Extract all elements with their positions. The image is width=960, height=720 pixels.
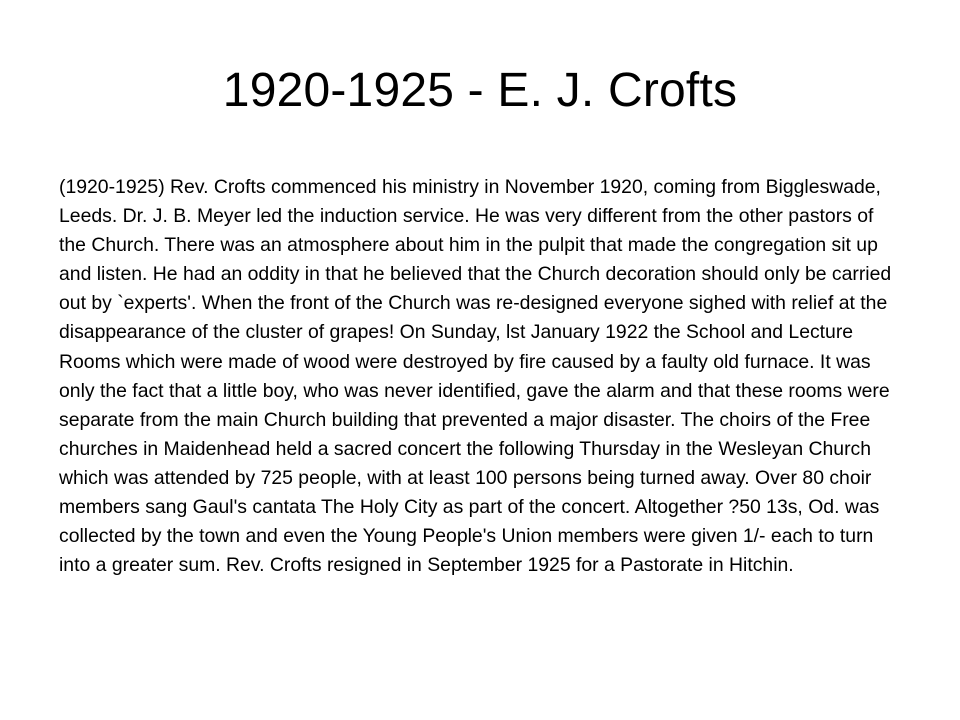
slide-title: 1920-1925 - E. J. Crofts <box>222 64 738 117</box>
slide-body-text: (1920-1925) Rev. Crofts commenced his ministry in November 1920, coming from Biggleswade, Leeds. Dr. J. B. Meyer led the induction service. He was very different from the other pastors of the Church. There was an atmosphere about him in the pulpit that made the congregation sit up and listen. He had an oddity in that he believed that the Church decoration should only be carried out by `experts'. When the front of the Church was re-designed everyone sighed with relief at the disappearance of the cluster of grapes! On Sunday, lst January 1922 the School and Lecture Rooms which were made of wood were destroyed by fire caused by a faulty old furnace. It was only the fact that a little boy, who was never identified, gave the alarm and that these rooms were separate from the main Church building that prevented a major disaster. The choirs of the Free churches in Maidenhead held a sacred concert the following Thursday in the Wesleyan Church which was attended by 725 people, with at least 100 persons being turned away. Over 80 choir members sang Gaul's cantata The Holy City as part of the concert. Altogether ?50 13s, Od. was collected by the town and even the Young People's Union members were given 1/- each to turn into a greater sum. Rev. Crofts resigned in September 1925 for a Pastorate in Hitchin. <box>59 176 892 577</box>
